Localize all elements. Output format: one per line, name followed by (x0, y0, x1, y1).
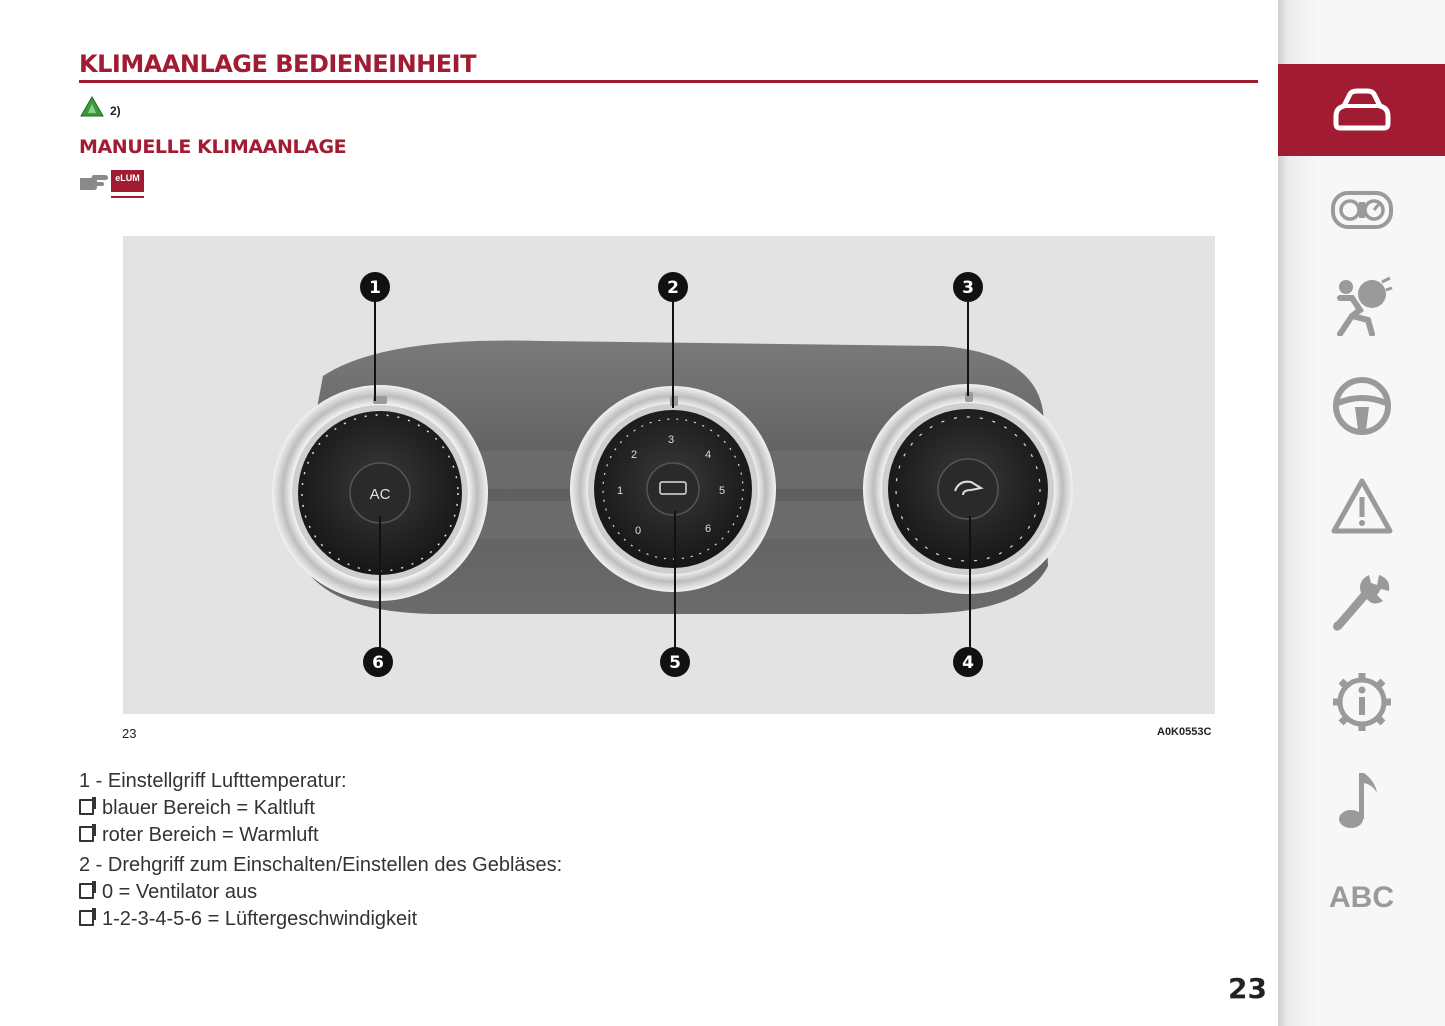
legend-item-2b: 1-2-3-4-5-6 = Lüftergeschwindigkeit (79, 906, 562, 933)
sidebar-item-index[interactable] (1278, 852, 1445, 944)
legend-item-2: 2 - Drehgriff zum Einschalten/Einstellen des Gebläses: (79, 854, 563, 876)
index-label: ABC (1329, 881, 1394, 914)
airbag-icon (1330, 276, 1394, 336)
warning-icon (1330, 477, 1394, 535)
wrench-icon (1331, 571, 1393, 637)
section-title: KLIMAANLAGE BEDIENEINHEIT (79, 50, 476, 78)
callout-4: 4 (962, 653, 974, 673)
dashboard-icon (1330, 188, 1394, 232)
info-gear-icon (1331, 671, 1393, 733)
figure-code: A0K0553C (1157, 726, 1212, 738)
fan-knob (570, 386, 776, 592)
svg-text:4: 4 (705, 449, 712, 461)
callout-3: 3 (962, 278, 974, 298)
steering-wheel-icon (1331, 375, 1393, 437)
title-rule (79, 80, 1258, 83)
ac-label: AC (369, 486, 391, 503)
sidebar-item-technical-data[interactable] (1278, 656, 1445, 748)
legend-item-2a: 0 = Ventilator aus (79, 879, 562, 906)
legend (79, 768, 562, 933)
legend-item-1a: blauer Bereich = Kaltluft (79, 795, 562, 822)
car-icon (1330, 86, 1394, 134)
callout-6: 6 (372, 653, 384, 673)
environment-icon (79, 96, 105, 118)
sidebar-item-dashboard[interactable] (1278, 164, 1445, 256)
figure-number: 23 (122, 726, 137, 741)
callout-5: 5 (669, 653, 681, 673)
svg-text:0: 0 (635, 525, 642, 537)
sidebar-item-multimedia[interactable] (1278, 754, 1445, 846)
legend-item-1b: roter Bereich = Warmluft (79, 822, 562, 849)
svg-text:1: 1 (617, 485, 624, 497)
environment-reference: 2) (110, 104, 121, 118)
sidebar-item-warnings[interactable] (1278, 460, 1445, 552)
sidebar-item-maintenance[interactable] (1278, 558, 1445, 650)
svg-text:6: 6 (705, 523, 712, 535)
pointing-hand-icon (79, 172, 109, 192)
elum-badge: eLUM (111, 170, 144, 196)
callout-1: 1 (369, 278, 381, 298)
chapter-sidebar (1278, 0, 1445, 1026)
air-distribution-knob (863, 384, 1073, 594)
sidebar-item-safety[interactable] (1278, 260, 1445, 352)
svg-text:2: 2 (631, 449, 638, 461)
svg-text:5: 5 (719, 485, 726, 497)
sidebar-item-driving[interactable] (1278, 360, 1445, 452)
subsection-title: MANUELLE KLIMAANLAGE (79, 136, 347, 158)
bullet-icon (79, 910, 94, 926)
bullet-icon (79, 799, 94, 815)
page-number: 23 (1228, 972, 1267, 1005)
bullet-icon (79, 826, 94, 842)
bullet-icon (79, 883, 94, 899)
callout-2: 2 (667, 278, 679, 298)
sidebar-item-car[interactable] (1278, 64, 1445, 156)
climate-control-figure (123, 236, 1215, 714)
music-note-icon (1337, 769, 1387, 831)
svg-text:3: 3 (668, 434, 675, 446)
legend-item-1: 1 - Einstellgriff Lufttemperatur: (79, 770, 347, 792)
